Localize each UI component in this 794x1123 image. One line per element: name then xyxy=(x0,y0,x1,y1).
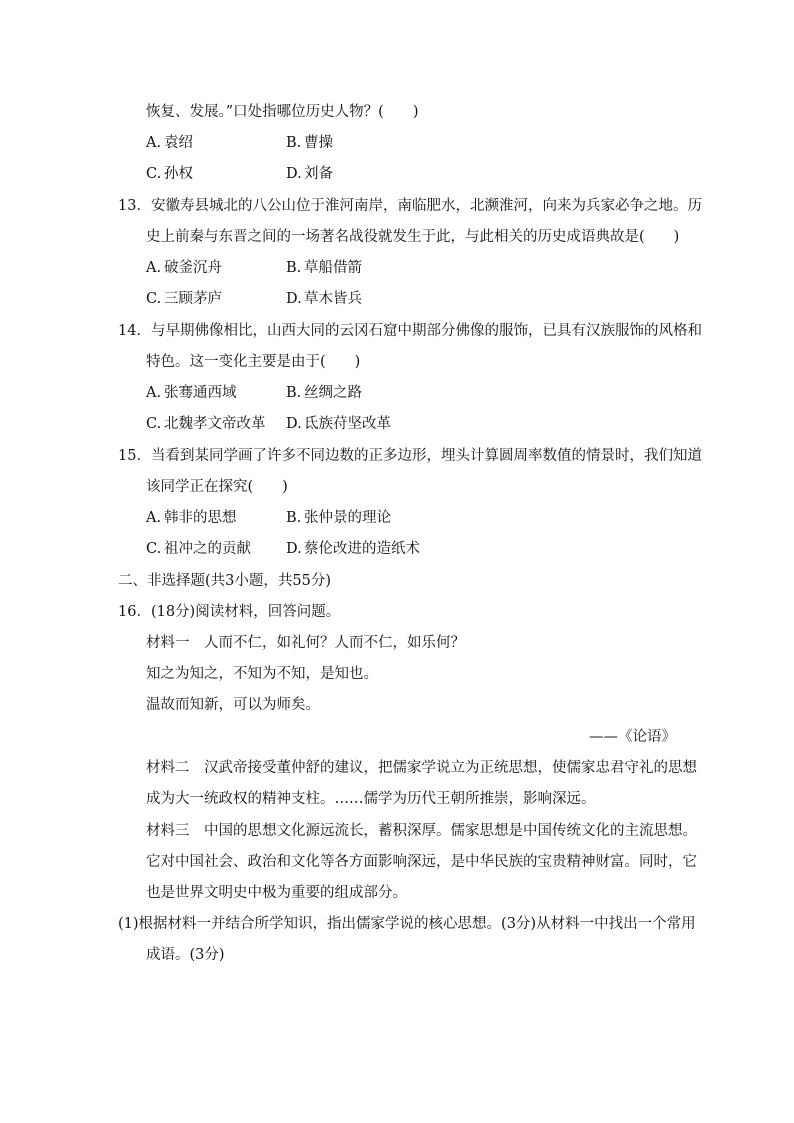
option-label: C. xyxy=(146,541,162,557)
option-text: 张骞通西域 xyxy=(164,385,237,401)
option-label: D. xyxy=(286,416,302,432)
material1-line2: 知之为知之，不知为不知，是知也。 xyxy=(146,666,378,682)
option-text: 三顾茅庐 xyxy=(164,291,222,307)
option-label: D. xyxy=(286,541,302,557)
option-label: D. xyxy=(286,291,302,307)
option-text: 北魏孝文帝改革 xyxy=(164,416,266,432)
q15-stem-line1: 15．当看到某同学画了许多不同边数的正多边形，埋头计算圆周率数值的情景时，我们知道 xyxy=(118,448,702,464)
q13-option-c xyxy=(146,289,222,309)
material3-line3: 也是世界文明史中极为重要的组成部分。 xyxy=(146,885,407,901)
section-heading: 二、非选择题(共3小题，共55分) xyxy=(118,573,331,589)
material1-source: ——《论语》 xyxy=(589,729,676,745)
q15-option-c xyxy=(146,539,251,559)
q13-option-d xyxy=(286,289,362,309)
q14-option-c xyxy=(146,414,266,434)
q12-option-a xyxy=(146,133,193,153)
option-label: C. xyxy=(146,416,162,432)
option-label: C. xyxy=(146,166,162,182)
option-label: B. xyxy=(286,260,302,276)
subquestion1-line2: 成语。(3分) xyxy=(146,947,225,963)
option-text: 蔡伦改进的造纸术 xyxy=(304,541,420,557)
option-label: A. xyxy=(146,260,162,276)
material2-line1: 材料二 汉武帝接受董仲舒的建议，把儒家学说立为正统思想，使儒家忠君守礼的思想 xyxy=(146,760,697,776)
material2-line2: 成为大一统政权的精神支柱。……儒学为历代王朝所推崇，影响深远。 xyxy=(146,791,596,807)
option-label: A. xyxy=(146,385,162,401)
q12-tail: 恢复、发展。”口处指哪位历史人物？( ) xyxy=(146,104,419,120)
q15-option-b xyxy=(286,508,391,528)
q15-option-a xyxy=(146,508,237,528)
material3-line2: 它对中国社会、政治和文化等各方面影响深远，是中华民族的宝贵精神财富。同时，它 xyxy=(146,854,697,870)
option-text: 孙权 xyxy=(164,166,193,182)
option-text: 草木皆兵 xyxy=(304,291,362,307)
option-text: 破釜沉舟 xyxy=(164,260,222,276)
material1-line1: 材料一 人而不仁，如礼何？人而不仁，如乐何？ xyxy=(146,635,465,651)
material1-line3: 温故而知新，可以为师矣。 xyxy=(146,697,320,713)
subquestion1-line1: (1)根据材料一并结合所学知识，指出儒家学说的核心思想。(3分)从材料一中找出一个常用 xyxy=(118,916,696,932)
q12-option-d xyxy=(286,164,333,184)
q13-stem-line2: 史上前秦与东晋之间的一场著名战役就发生于此，与此相关的历史成语典故是( ) xyxy=(146,229,680,245)
option-label: A. xyxy=(146,135,162,151)
option-label: D. xyxy=(286,166,302,182)
option-text: 韩非的思想 xyxy=(164,510,237,526)
option-label: C. xyxy=(146,291,162,307)
q12-option-c xyxy=(146,164,193,184)
option-text: 丝绸之路 xyxy=(304,385,362,401)
q13-stem-line1: 13．安徽寿县城北的八公山位于淮河南岸，南临肥水，北濒淮河，向来为兵家必争之地。历 xyxy=(118,198,702,214)
option-label: B. xyxy=(286,510,302,526)
option-text: 曹操 xyxy=(304,135,333,151)
q12-option-b xyxy=(286,133,333,153)
q15-option-d xyxy=(286,539,420,559)
q15-stem-line2: 该同学正在探究( ) xyxy=(146,479,288,495)
q13-option-b xyxy=(286,258,362,278)
option-text: 张仲景的理论 xyxy=(304,510,391,526)
option-text: 祖冲之的贡献 xyxy=(164,541,251,557)
option-label: A. xyxy=(146,510,162,526)
option-text: 草船借箭 xyxy=(304,260,362,276)
option-text: 氐族苻坚改革 xyxy=(304,416,391,432)
q13-option-a xyxy=(146,258,222,278)
option-text: 袁绍 xyxy=(164,135,193,151)
q14-stem-line2: 特色。这一变化主要是由于( ) xyxy=(146,354,361,370)
option-text: 刘备 xyxy=(304,166,333,182)
option-label: B. xyxy=(286,135,302,151)
q16-intro: 16．(18分)阅读材料，回答问题。 xyxy=(118,604,341,620)
q14-option-b xyxy=(286,383,362,403)
q14-stem-line1: 14．与早期佛像相比，山西大同的云冈石窟中期部分佛像的服饰，已具有汉族服饰的风格和 xyxy=(118,323,702,339)
q14-option-a xyxy=(146,383,237,403)
material3-line1: 材料三 中国的思想文化源远流长，蓄积深厚。儒家思想是中国传统文化的主流思想。 xyxy=(146,823,697,839)
q14-option-d xyxy=(286,414,391,434)
option-label: B. xyxy=(286,385,302,401)
